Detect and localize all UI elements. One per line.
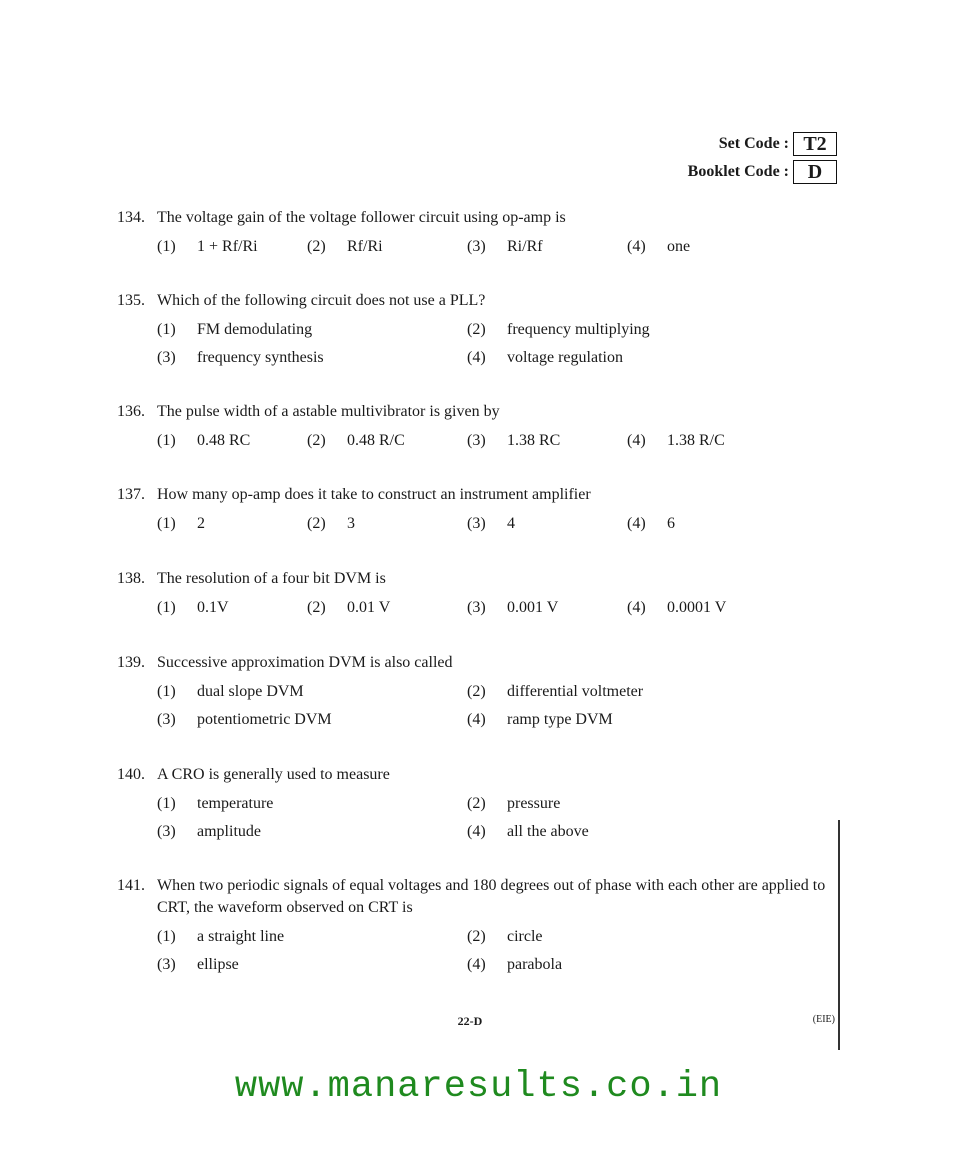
question-text: The pulse width of a astable multivibrator is given by <box>157 403 500 420</box>
option-2: (2) Rf/Ri <box>307 238 383 255</box>
option-3: (3) Ri/Rf <box>467 238 543 255</box>
question-text: The voltage gain of the voltage follower circuit using op-amp is <box>157 209 566 226</box>
option-4: (4) ramp type DVM <box>467 711 613 728</box>
set-code-value: T2 <box>793 132 837 156</box>
option-1: (1) 1 + Rf/Ri <box>157 238 258 255</box>
option-4: (4) 6 <box>627 515 675 532</box>
question-134 <box>117 207 842 261</box>
question-number: 139. <box>117 654 145 671</box>
option-3: (3) 0.001 V <box>467 599 559 616</box>
booklet-code-row <box>688 158 837 186</box>
option-2: (2) pressure <box>467 795 561 812</box>
option-3: (3) frequency synthesis <box>157 349 324 366</box>
question-number: 134. <box>117 209 145 226</box>
scan-edge-line <box>838 820 840 1050</box>
option-4: (4) 1.38 R/C <box>627 432 725 449</box>
option-1: (1) 0.1V <box>157 599 229 616</box>
set-code-label: Set Code : <box>718 135 789 152</box>
question-number: 141. <box>117 877 145 894</box>
option-3: (3) 1.38 RC <box>467 432 561 449</box>
question-text: How many op-amp does it take to construct an instrument amplifier <box>157 486 591 503</box>
option-2: (2) circle <box>467 928 543 945</box>
option-4: (4) voltage regulation <box>467 349 623 366</box>
question-number: 140. <box>117 766 145 783</box>
option-1: (1) dual slope DVM <box>157 683 304 700</box>
option-1: (1) 2 <box>157 515 205 532</box>
booklet-code-label: Booklet Code : <box>687 163 789 180</box>
option-4: (4) one <box>627 238 691 255</box>
watermark-link: www.manaresults.co.in <box>234 1066 723 1108</box>
question-140 <box>117 764 842 846</box>
option-4: (4) parabola <box>467 956 563 973</box>
option-3: (3) 4 <box>467 515 515 532</box>
question-number: 135. <box>117 292 145 309</box>
question-number: 137. <box>117 486 145 503</box>
option-4: (4) all the above <box>467 823 589 840</box>
set-code-row <box>688 130 837 158</box>
question-number: 136. <box>117 403 145 420</box>
option-1: (1) 0.48 RC <box>157 432 251 449</box>
question-text: A CRO is generally used to measure <box>157 766 390 783</box>
option-2: (2) frequency multiplying <box>467 321 650 338</box>
option-2: (2) differential voltmeter <box>467 683 644 700</box>
option-3: (3) amplitude <box>157 823 261 840</box>
question-141 <box>117 875 842 979</box>
question-135 <box>117 290 842 372</box>
question-138 <box>117 568 842 622</box>
option-1: (1) temperature <box>157 795 274 812</box>
question-136 <box>117 401 842 455</box>
option-2: (2) 0.48 R/C <box>307 432 405 449</box>
option-1: (1) a straight line <box>157 928 285 945</box>
page-code: 22-D <box>457 1014 483 1028</box>
question-text: Successive approximation DVM is also called <box>157 654 453 671</box>
option-1: (1) FM demodulating <box>157 321 313 338</box>
question-text: Which of the following circuit does not use a PLL? <box>157 292 486 309</box>
option-3: (3) potentiometric DVM <box>157 711 332 728</box>
option-2: (2) 0.01 V <box>307 599 391 616</box>
question-text: The resolution of a four bit DVM is <box>157 570 386 587</box>
branch-code: (EIE) <box>812 1014 835 1025</box>
booklet-code-value: D <box>793 160 837 184</box>
option-3: (3) ellipse <box>157 956 239 973</box>
option-4: (4) 0.0001 V <box>627 599 727 616</box>
option-2: (2) 3 <box>307 515 355 532</box>
question-number: 138. <box>117 570 145 587</box>
code-block <box>688 130 837 186</box>
question-137 <box>117 484 842 538</box>
question-139 <box>117 652 842 734</box>
question-text: When two periodic signals of equal voltages and 180 degrees out of phase with each other are applied to CRT, the waveform observed on CRT is <box>157 877 826 916</box>
